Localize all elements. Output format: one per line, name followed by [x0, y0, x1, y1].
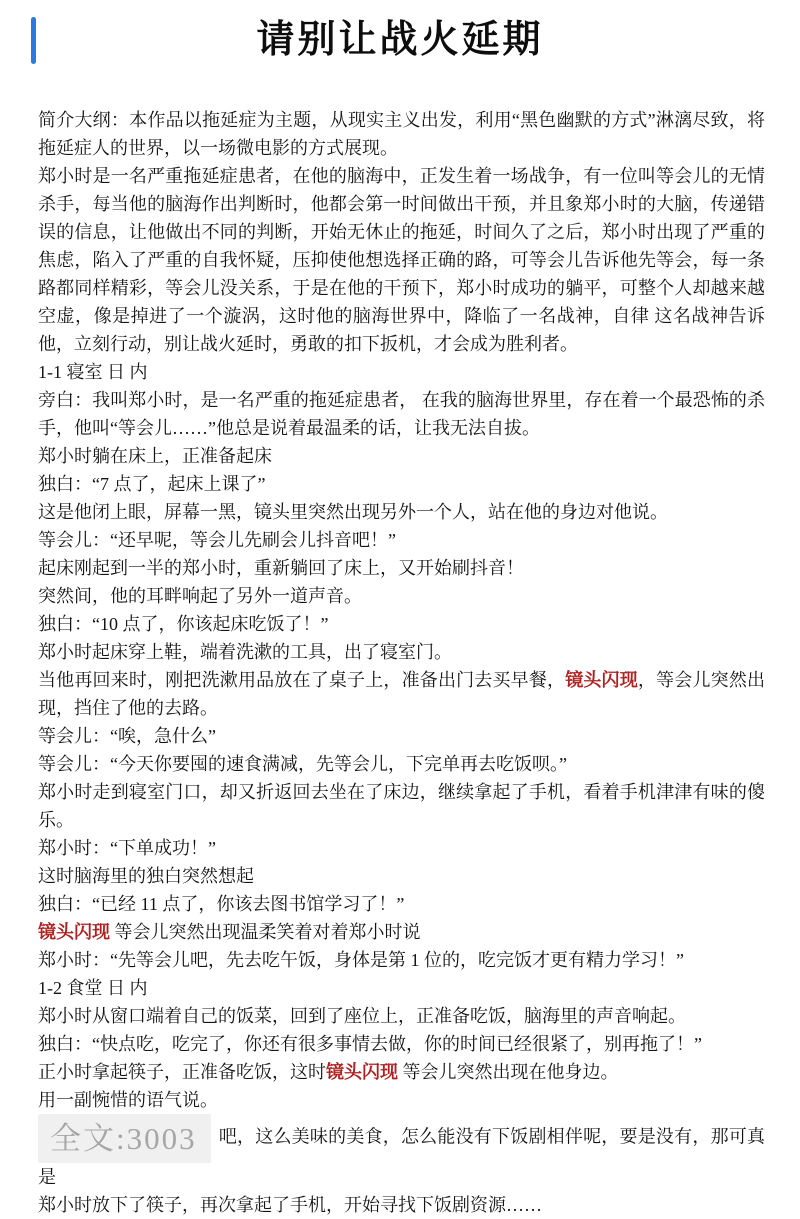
text-segment: 郑小时走到寝室门口，却又折返回去坐在了床边，继续拿起了手机，看着手机津津有味的傻乐。: [38, 782, 765, 830]
text-segment: 正小时拿起筷子，正准备吃饭，这时: [38, 1062, 326, 1082]
text-segment: 郑小时是一名严重拖延症患者，在他的脑海中，正发生着一场战争，有一位叫等会儿的无情杀手，每当他的脑海作出判断时，他都会第一时间做出干预，并且象郑小时的大脑，传递错误的信息，让他做出不同的判断，开始无休止的拖延，时间久了之后，郑小时出现了严重的焦虑，陷入了严重的自我怀疑，压抑使他想选择正确的路，可等会儿告诉他先等会，每一条路都同样精彩，等会儿没关系，于是在他的干预下，郑小时成功的躺平，可整个人却越来越空虚，像是掉进了一个漩涡，这时他的脑海世界中，降临了一名战神，自律 这名战神告诉他，立刻行动，别让战火延时，勇敢的扣下扳机，才会成为胜利者。: [38, 166, 765, 354]
paragraph: [38, 862, 765, 890]
text-segment: 等会儿：“还早呢，等会儿先刷会儿抖音吧！”: [38, 530, 396, 550]
camera-flash-highlight: 镜头闪现: [326, 1062, 398, 1082]
document-body: [0, 78, 800, 1219]
text-segment: ，等会儿突然出现，挡住了他的去路。: [38, 670, 765, 718]
text-segment: 独白：“10 点了，你该起床吃饭了！”: [38, 614, 329, 634]
paragraph: [38, 1030, 765, 1058]
paragraph: [38, 638, 765, 666]
text-segment: 简介大纲：本作品以拖延症为主题，从现实主义出发，利用“黑色幽默的方式”淋漓尽致，将拖延症人的世界，以一场微电影的方式展现。: [38, 110, 765, 158]
paragraph: [38, 1002, 765, 1030]
paragraph: [38, 582, 765, 610]
camera-flash-highlight: 镜头闪现: [565, 670, 638, 690]
page-title: 请别让战火延期: [256, 19, 544, 61]
paragraph: [38, 778, 765, 834]
paragraph: [38, 470, 765, 498]
paragraph: [38, 106, 765, 162]
paragraph: [38, 526, 765, 554]
paragraph: [38, 1058, 765, 1086]
paragraph: [38, 946, 765, 974]
text-segment: 郑小时躺在床上，正准备起床: [38, 446, 272, 466]
text-segment: 郑小时：“先等会儿吧，先去吃午饭，身体是第 1 位的，吃完饭才更有精力学习！”: [38, 950, 684, 970]
text-segment: 起床刚起到一半的郑小时，重新躺回了床上，又开始刷抖音！: [38, 558, 524, 578]
paragraph: [38, 610, 765, 638]
paragraph: [38, 498, 765, 526]
paragraph: [38, 834, 765, 862]
paragraph: [38, 890, 765, 918]
paragraph: [38, 554, 765, 582]
text-segment: 郑小时起床穿上鞋，端着洗漱的工具，出了寝室门。: [38, 642, 452, 662]
paragraph: [38, 1086, 765, 1114]
scene-heading: [38, 358, 765, 386]
paragraph: [38, 750, 765, 778]
title-row: [0, 0, 800, 78]
text-segment: 这是他闭上眼，屏幕一黑，镜头里突然出现另外一个人，站在他的身边对他说。: [38, 502, 668, 522]
text-segment: 用一副惋惜的语气说。: [38, 1090, 218, 1110]
paragraph: [38, 722, 765, 750]
text-segment: 1-2 食堂 日 内: [38, 978, 148, 998]
text-segment: 这时脑海里的独白突然想起: [38, 866, 254, 886]
paragraph: [38, 918, 765, 946]
text-segment: 等会儿突然出现在他身边。: [398, 1062, 619, 1082]
text-segment: 独白：“7 点了，起床上课了”: [38, 474, 266, 494]
text-segment: 独白：“已经 11 点了，你该去图书馆学习了！”: [38, 894, 405, 914]
paragraph: [38, 1191, 765, 1219]
text-segment: 独白：“快点吃，吃完了，你还有很多事情去做，你的时间已经很紧了，别再拖了！”: [38, 1034, 702, 1054]
text-segment: 1-1 寝室 日 内: [38, 362, 148, 382]
text-segment: 郑小时：“下单成功！”: [38, 838, 216, 858]
text-segment: 突然间，他的耳畔响起了另外一道声音。: [38, 586, 362, 606]
paragraph: [38, 442, 765, 470]
paragraph: [38, 666, 765, 722]
text-segment: 等会儿：“今天你要囤的速食满减，先等会儿，下完单再去吃饭呗。”: [38, 754, 567, 774]
text-segment: 旁白：我叫郑小时，是一名严重的拖延症患者， 在我的脑海世界里，存在着一个最恐怖的杀手，他叫“等会儿……”他总是说着最温柔的话，让我无法自拔。: [38, 390, 765, 438]
word-count-watermark: 全文:3003: [38, 1114, 211, 1163]
paragraph: [38, 162, 765, 358]
text-segment: 等会儿突然出现温柔笑着对着郑小时说: [110, 922, 421, 942]
title-accent-bar: [31, 17, 36, 64]
scene-heading: [38, 974, 765, 1002]
text-segment: 郑小时放下了筷子，再次拿起了手机，开始寻找下饭剧资源……: [38, 1195, 542, 1215]
paragraph: [38, 1114, 765, 1191]
text-segment: 等会儿：“唉，急什么”: [38, 726, 216, 746]
paragraph: [38, 386, 765, 442]
text-segment: 吧，这么美味的美食，怎么能没有下饭剧相伴呢，要是没有，那可真是: [38, 1126, 765, 1187]
camera-flash-highlight: 镜头闪现: [38, 922, 110, 942]
text-segment: 当他再回来时，刚把洗漱用品放在了桌子上，准备出门去买早餐，: [38, 670, 566, 690]
text-segment: 郑小时从窗口端着自己的饭菜，回到了座位上，正准备吃饭，脑海里的声音响起。: [38, 1006, 686, 1026]
